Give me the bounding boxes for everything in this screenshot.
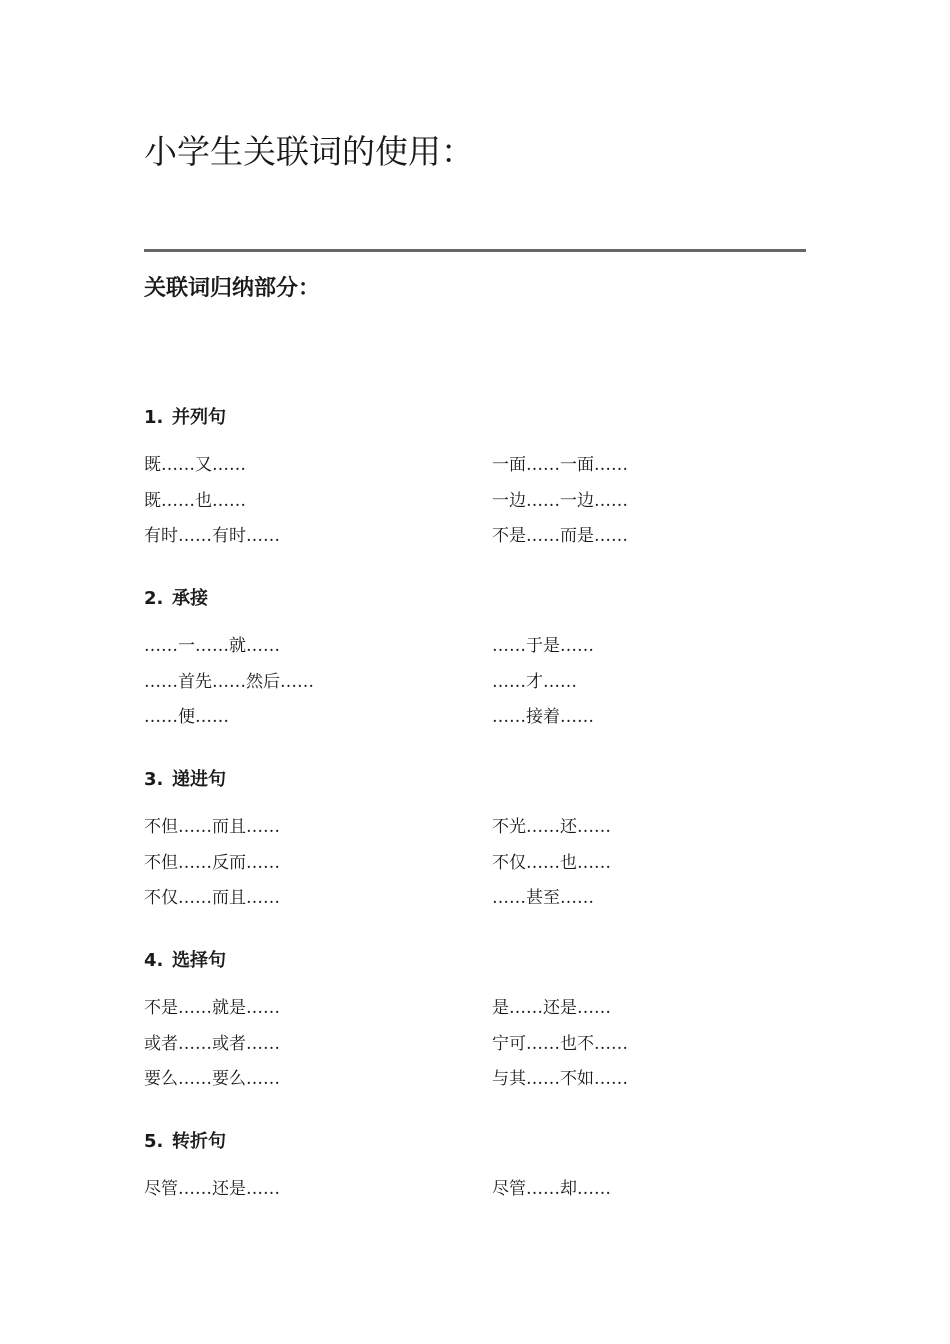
conjunction-right: ……于是…… [492, 636, 594, 656]
conjunction-left: 不但……而且…… [144, 817, 280, 837]
conjunction-right: 尽管……却…… [492, 1179, 611, 1199]
conjunction-left: 不但……反而…… [144, 852, 280, 873]
conjunction-right: 一面……一面…… [492, 455, 628, 475]
conjunction-right: 不光……还…… [492, 817, 611, 837]
conjunction-left: 不是……就是…… [144, 998, 280, 1018]
section-heading: 关联词归纳部分： [144, 276, 321, 301]
group-number: 1. [144, 407, 164, 428]
conjunction-right: 不仅……也…… [492, 852, 611, 873]
group-number: 4. [144, 950, 164, 971]
conjunction-left: ……便…… [144, 707, 229, 727]
conjunction-row [144, 670, 806, 706]
conjunction-right: ……接着…… [492, 707, 594, 727]
conjunction-right: ……才…… [492, 671, 577, 692]
conjunction-row [144, 705, 806, 741]
conjunction-left: 不仅……而且…… [144, 888, 280, 908]
conjunction-list [144, 1177, 806, 1213]
conjunction-right: 一边……一边…… [492, 490, 628, 511]
group-name: 递进句 [172, 769, 226, 790]
title-divider [144, 249, 806, 252]
conjunction-left: ……一……就…… [144, 636, 280, 656]
conjunction-right: 宁可……也不…… [492, 1033, 628, 1054]
group-progressive [144, 767, 806, 922]
conjunction-row [144, 1177, 806, 1213]
conjunction-row [144, 634, 806, 670]
group-coordinate [144, 405, 806, 560]
conjunction-list [144, 815, 806, 922]
page-title: 小学生关联词的使用： [144, 132, 474, 171]
conjunction-row [144, 1067, 806, 1103]
conjunction-right: 与其……不如…… [492, 1069, 628, 1089]
group-number: 5. [144, 1131, 164, 1152]
conjunction-list [144, 996, 806, 1103]
conjunction-left: 要么……要么…… [144, 1069, 280, 1089]
conjunction-row [144, 453, 806, 489]
conjunction-right: 不是……而是…… [492, 526, 628, 546]
conjunction-left: 有时……有时…… [144, 526, 280, 546]
conjunction-row [144, 851, 806, 887]
group-sequential [144, 586, 806, 741]
conjunction-list [144, 453, 806, 560]
conjunction-left: 尽管……还是…… [144, 1179, 280, 1199]
conjunction-left: 或者……或者…… [144, 1033, 280, 1054]
group-heading [144, 948, 806, 974]
group-heading [144, 1129, 806, 1155]
conjunction-row [144, 815, 806, 851]
group-heading [144, 405, 806, 431]
group-name: 承接 [172, 588, 208, 609]
conjunction-left: 既……也…… [144, 490, 246, 511]
conjunction-row [144, 489, 806, 525]
conjunction-row [144, 886, 806, 922]
group-name: 转折句 [172, 1131, 226, 1152]
group-name: 选择句 [172, 950, 226, 971]
conjunction-row [144, 1032, 806, 1068]
group-heading [144, 767, 806, 793]
conjunction-left: 既……又…… [144, 455, 246, 475]
group-number: 3. [144, 769, 164, 790]
conjunction-right: ……甚至…… [492, 888, 594, 908]
conjunction-list [144, 634, 806, 741]
conjunction-row [144, 524, 806, 560]
group-heading [144, 586, 806, 612]
group-alternative [144, 948, 806, 1103]
conjunction-left: ……首先……然后…… [144, 671, 314, 692]
conjunction-row [144, 996, 806, 1032]
group-name: 并列句 [172, 407, 226, 428]
group-number: 2. [144, 588, 164, 609]
group-adversative [144, 1129, 806, 1213]
conjunction-right: 是……还是…… [492, 998, 611, 1018]
